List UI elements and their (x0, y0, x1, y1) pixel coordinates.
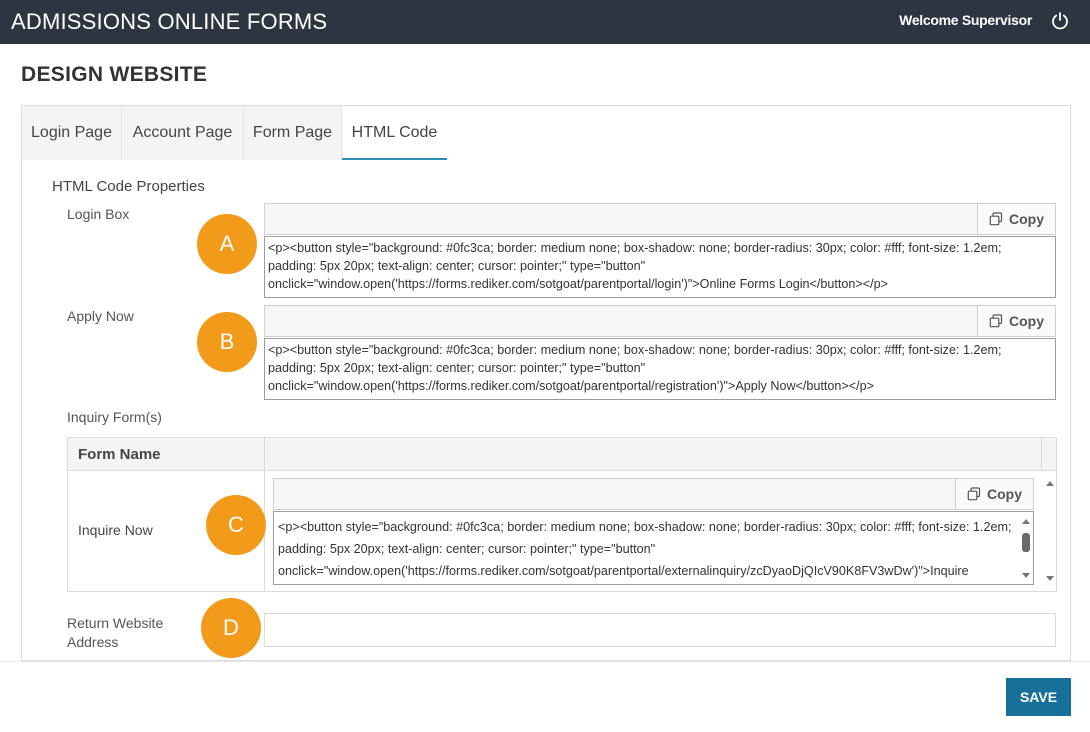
inquiry-copy-button[interactable] (955, 479, 1033, 509)
inquiry-copy-bar (273, 478, 1034, 510)
tab-label: Account Page (132, 124, 233, 141)
copy-icon (967, 487, 981, 501)
app-title: ADMISSIONS ONLINE FORMS (11, 9, 328, 34)
inquiry-code-text: <p><button style="background: #0fc3ca; border: medium none; box-shadow: none; border-radius: 30px; color: #fff; font-size: 1.2em; padding: 5px 20px; text-align: center; cursor: pointer;" type="button" onclick="window.open('https://forms.rediker.com/sotgoat/parentportal/externalinquiry/zcDyaoDjQIcV90K8FV3wDw')">Inquire (278, 520, 1012, 578)
inquiry-code-scrollbar[interactable] (1019, 512, 1033, 584)
copy-label: Copy (987, 486, 1022, 502)
inquiry-forms-label: Inquiry Form(s) (67, 409, 162, 425)
divider (0, 661, 1090, 662)
callout-marker-c: C (206, 495, 266, 555)
apply-now-copy-bar (264, 305, 1056, 337)
tab-form-page[interactable] (244, 106, 342, 160)
table-scrollbar[interactable] (1043, 472, 1057, 590)
inquiry-code[interactable] (273, 511, 1034, 585)
table-header (68, 438, 1056, 471)
top-bar (0, 0, 1090, 44)
copy-label: Copy (1009, 313, 1044, 329)
apply-now-code[interactable]: <p><button style="background: #0fc3ca; border: medium none; box-shadow: none; border-radius: 30px; color: #fff; font-size: 1.2em; padding: 5px 20px; text-align: center; cursor: pointer;" type="button" onclick="window.open('https://forms.rediker.com/sotgoat/parentportal/registration')">Apply Now</button></p> (264, 338, 1056, 400)
page-title: DESIGN WEBSITE (21, 63, 208, 86)
welcome-user: Welcome Supervisor (899, 12, 1032, 28)
copy-icon (989, 314, 1003, 328)
scroll-down-icon[interactable] (1046, 576, 1054, 581)
save-button[interactable]: SAVE (1006, 678, 1071, 716)
column-header-form-name: Form Name (78, 446, 161, 463)
tab-label: Login Page (31, 124, 112, 141)
scroll-up-icon[interactable] (1046, 481, 1054, 486)
apply-now-label: Apply Now (67, 308, 134, 324)
return-website-input[interactable] (264, 613, 1056, 647)
callout-marker-a: A (197, 214, 257, 274)
tab-login-page[interactable] (22, 106, 122, 160)
tab-account-page[interactable] (122, 106, 244, 160)
login-box-copy-button[interactable] (977, 204, 1055, 234)
login-box-code[interactable]: <p><button style="background: #0fc3ca; border: medium none; box-shadow: none; border-radius: 30px; color: #fff; font-size: 1.2em; padding: 5px 20px; text-align: center; cursor: pointer;" type="button" onclick="window.open('https://forms.rediker.com/sotgoat/parentportal/login')">Online Forms Login</button></p> (264, 236, 1056, 298)
scroll-down-icon[interactable] (1022, 573, 1030, 578)
login-box-copy-bar (264, 203, 1056, 235)
tab-html-code[interactable] (342, 106, 447, 160)
login-box-label: Login Box (67, 206, 130, 222)
tab-label: Form Page (252, 124, 333, 141)
copy-label: Copy (1009, 211, 1044, 227)
return-website-label: Return Website Address (67, 615, 164, 650)
callout-marker-b: B (197, 312, 257, 372)
inquiry-forms-table (67, 437, 1057, 592)
tab-bar (22, 106, 1070, 161)
scroll-thumb[interactable] (1022, 533, 1030, 552)
apply-now-copy-button[interactable] (977, 306, 1055, 336)
copy-icon (989, 212, 1003, 226)
scroll-up-icon[interactable] (1022, 519, 1030, 524)
inquiry-form-name: Inquire Now (78, 522, 153, 538)
tab-label: HTML Code (351, 124, 438, 141)
power-icon[interactable] (1050, 11, 1070, 31)
column-divider (1041, 438, 1042, 471)
design-website-panel (21, 105, 1071, 661)
section-title: HTML Code Properties (52, 178, 205, 195)
callout-marker-d: D (201, 598, 261, 658)
